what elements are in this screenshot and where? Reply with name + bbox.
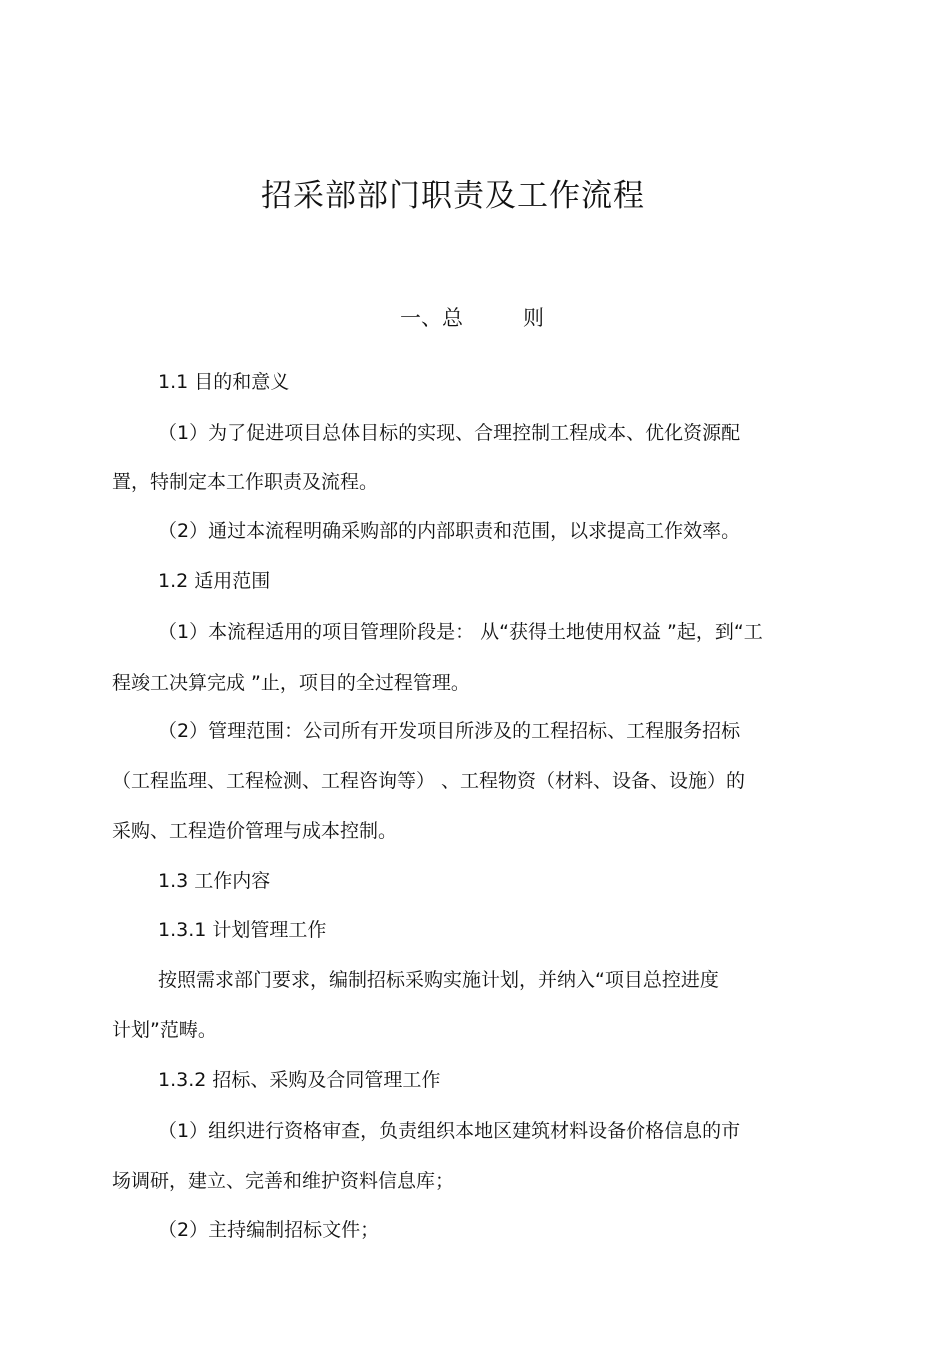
subsection-heading: 1.3.1 计划管理工作 <box>158 919 327 941</box>
subsection-heading: 1.1 目的和意义 <box>158 371 290 393</box>
paragraph-line: 场调研，建立、完善和维护资料信息库； <box>112 1170 455 1192</box>
paragraph-line: （1）组织进行资格审查，负责组织本地区建筑材料设备价格信息的市 <box>158 1120 741 1142</box>
document-title: 招采部部门职责及工作流程 <box>261 178 645 214</box>
paragraph-line: 按照需求部门要求，编制招标采购实施计划，并纳入“项目总控进度 <box>158 969 719 991</box>
section-heading-part2: 则 <box>523 306 544 330</box>
subsection-heading: 1.2 适用范围 <box>158 570 271 592</box>
paragraph-line: 计划”范畴。 <box>112 1019 217 1041</box>
paragraph-line: 采购、工程造价管理与成本控制。 <box>112 820 398 842</box>
paragraph-line: （2）主持编制招标文件； <box>158 1219 380 1241</box>
paragraph-line: （1）为了促进项目总体目标的实现、合理控制工程成本、优化资源配 <box>158 422 741 444</box>
paragraph-line: （工程监理、工程检测、工程咨询等） 、工程物资（材料、设备、设施）的 <box>112 770 746 792</box>
paragraph-line: 程竣工决算完成 ”止，项目的全过程管理。 <box>112 672 470 694</box>
paragraph-line: 置，特制定本工作职责及流程。 <box>112 471 379 493</box>
paragraph-line: （1）本流程适用的项目管理阶段是： 从“获得土地使用权益 ”起，到“工 <box>158 621 763 643</box>
section-heading <box>400 302 544 332</box>
subsection-heading: 1.3.2 招标、采购及合同管理工作 <box>158 1069 441 1091</box>
section-heading-part1: 一、总 <box>400 306 463 330</box>
paragraph-line: （2）通过本流程明确采购部的内部职责和范围，以求提高工作效率。 <box>158 520 741 542</box>
paragraph-line: （2）管理范围：公司所有开发项目所涉及的工程招标、工程服务招标 <box>158 720 741 742</box>
subsection-heading: 1.3 工作内容 <box>158 870 271 892</box>
